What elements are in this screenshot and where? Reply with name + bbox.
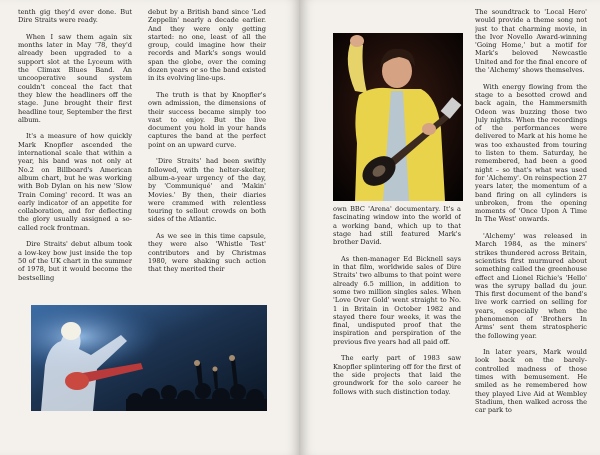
- paragraph: In later years, Mark would look back on the barely-controlled madness of those times with bemusement. He smiled as he remembered how they played Live Aid at Wembley Stadium, then walked across the car park to: [475, 348, 587, 415]
- paragraph: 'Dire Straits' had been swiftly followed, with the helter-skelter, album-a-year urgency of the day, by 'Communiqué' and 'Makin' Movies.' By then, their diaries were crammed with relentless touring to sellout crowds on both sides of the Atlantic.: [148, 157, 266, 224]
- paragraph: As we see in this time capsule, they were also 'Whistle Test' contributors and by Christmas 1980, were shaking such action that they merited their: [148, 232, 266, 274]
- paragraph: The truth is that by Knopfler's own admission, the dimensions of their success became simply too vast to enjoy. But the live document you hold in your hands captures the band at the perfect point on an upward curve.: [148, 90, 266, 149]
- guitarist-photo: [333, 33, 463, 201]
- paragraph: tenth gig they'd ever done. But Dire Straits were ready.: [18, 8, 132, 25]
- paragraph: It's a measure of how quickly Mark Knopfler ascended the international scale that within a year, his band was not only at No.2 on Billboard's American album chart, but he was working with Bob Dylan on his new 'Slow Train Coming' record. It was an early indicator of an appetite for collaboration, and for deflecting the glory usually assigned a so-called rock frontman.: [18, 132, 132, 232]
- paragraph: As then-manager Ed Bicknell says in that film, worldwide sales of Dire Straits' two albums to that point were already 6.5 million, in addition to some two million singles sales. When 'Love Over Gold' went straight to No. 1 in Britain in October 1982 and stayed there four weeks, it was the final, undisputed proof that the inspiration and perspiration of the previous five years had all paid off.: [333, 254, 461, 346]
- paragraph: debut by a British band since 'Led Zeppelin' nearly a decade earlier. And they were only getting started: no one, least of all the group, could imagine how their records and Mark's songs would span the globe, over the coming dozen years or so the band existed in its evolving line-ups.: [148, 8, 266, 83]
- concert-crowd-photo: [31, 305, 267, 411]
- left-column-1: [18, 8, 132, 298]
- left-column-2: [148, 8, 266, 298]
- paragraph: When I saw them again six months later in May '78, they'd already been upgraded to a support slot at the Lyceum with the Climax Blues Band. An uncooperative sound system couldn't conceal the fact that they blew the headliners off the stage. June brought their first headline tour, September the first album.: [18, 32, 132, 124]
- paragraph: 'Alchemy' was released in March 1984, as the miners' strikes thundered across Britain, scientists first murmured about something called the greenhouse effect and Lionel Richie's 'Hello' was the syrupy ballad du jour. This first document of the band's live work carried on selling for years, especially when the phenomenon of 'Brothers In Arms' sent them stratospheric the following year.: [475, 232, 587, 340]
- paragraph: With energy flowing from the stage to a besotted crowd and back again, the Hammersmith Odeon was buzzing those two July nights. When the recordings of the performances were delivered to Mark at his home he was too exhausted from touring to listen to them. Saturday, he remembered, had been a good night – so that's what was used for 'Alchemy'. On reinspection 27 years later, the momentum of a band firing on all cylinders is unbroken, from the opening moments of 'Once Upon A Time In The West' onwards.: [475, 82, 587, 224]
- paragraph: own BBC 'Arena' documentary. It's a fascinating window into the world of a working band, which up to that stage had still featured Mark's brother David.: [333, 205, 461, 247]
- right-page: [300, 0, 600, 455]
- paragraph: The soundtrack to 'Local Hero' would provide a theme song not just to that charming movie, in the Ivor Novello Award-winning 'Going Home,' but a motif for Mark's beloved Newcastle United and for the final encore of the 'Alchemy' shows themselves.: [475, 8, 587, 75]
- paragraph: The early part of 1983 saw Knopfler splintering off for the first of the side projects that laid the groundwork for the solo career he follows with such distinction today.: [333, 354, 461, 396]
- right-column-1: [333, 205, 461, 445]
- right-column-2: [475, 8, 587, 448]
- paragraph: Dire Straits' debut album took a low-key bow just inside the top 50 of the UK chart in the summer of 1978, but it would become the bestselling: [18, 240, 132, 282]
